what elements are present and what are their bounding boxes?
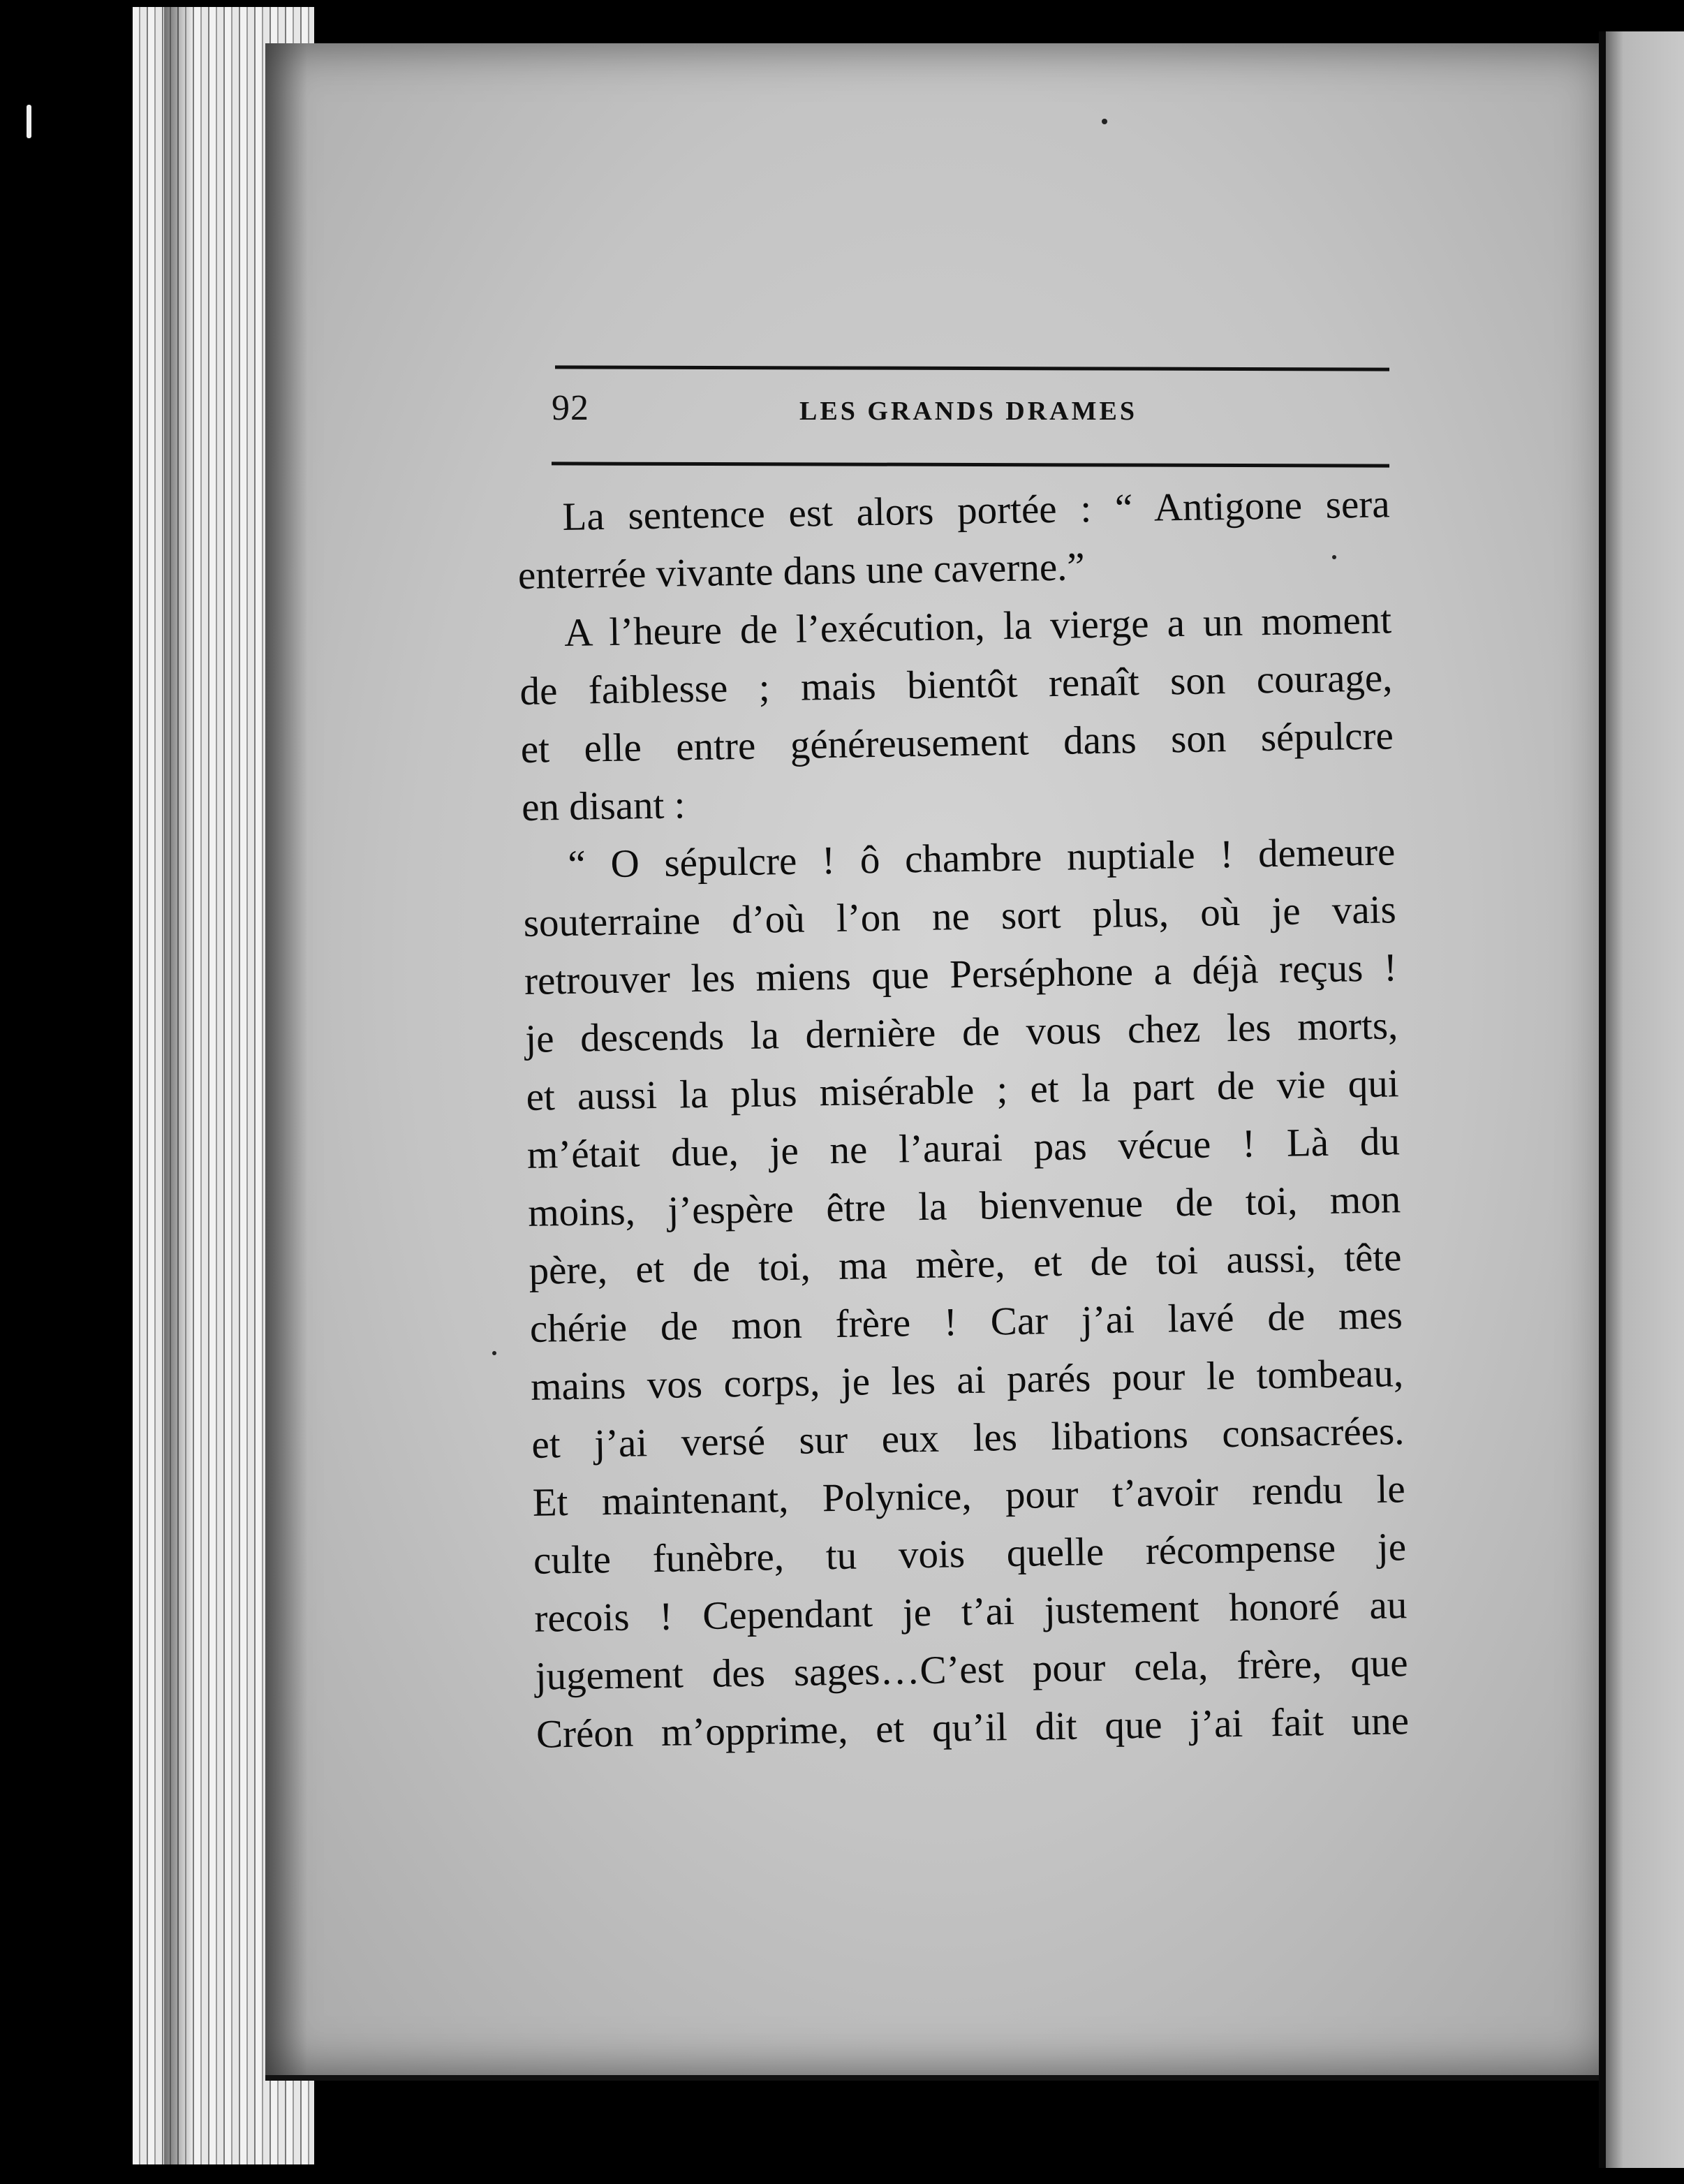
ink-speck: [1102, 119, 1107, 124]
text-line: je descends la dernière de vous chez les morts,: [524, 1003, 1398, 1061]
running-title: LES GRANDS DRAMES: [799, 397, 1137, 426]
text-line: chérie de mon frère ! Car j’ai lavé de mes: [529, 1293, 1403, 1351]
page-number: 92: [552, 388, 589, 428]
text-line: A l’heure de l’exécution, la vierge a un moment: [563, 598, 1392, 655]
page-edges-shadow: [164, 7, 192, 2164]
running-head: [552, 388, 1389, 436]
text-line: et j’ai versé sur eux les libations consacrées.: [531, 1409, 1405, 1467]
text-line: Et maintenant, Polynice, pour t’avoir rendu le: [532, 1467, 1406, 1525]
body-text: [517, 475, 1410, 1763]
margin-mark: [27, 105, 31, 138]
next-page-strip: [1606, 31, 1684, 2168]
text-line: jugement des sages…C’est pour cela, frère, que: [535, 1641, 1409, 1699]
text-line: Créon m’opprime, et qu’il dit que j’ai fait une: [536, 1699, 1410, 1757]
text-line: “ O sépulcre ! ô chambre nuptiale ! demeure: [567, 829, 1396, 887]
text-line: souterraine d’où l’on ne sort plus, où je vais: [523, 887, 1397, 945]
page-gutter-shadow: [265, 43, 307, 2075]
text-line: et aussi la plus misérable ; et la part de vie qui: [526, 1061, 1400, 1119]
text-line: recois ! Cependant je t’ai justement honoré au: [533, 1583, 1408, 1641]
text-line: mains vos corps, je les ai parés pour le tombeau,: [530, 1351, 1404, 1409]
text-line: de faiblesse ; mais bientôt renaît son courage,: [519, 656, 1393, 714]
text-line: moins, j’espère être la bienvenue de toi, mon: [527, 1177, 1401, 1235]
text-line: père, et de toi, ma mère, et de toi aussi, tête: [529, 1235, 1402, 1293]
text-line: retrouver les miens que Perséphone a déjà reçus !: [524, 945, 1398, 1003]
text-line: enterrée vivante dans une caverne.”: [517, 545, 1086, 598]
text-line: culte funèbre, tu vois quelle récompense je: [533, 1525, 1407, 1583]
ink-speck: [492, 1351, 496, 1355]
text-line: et elle entre généreusement dans son sépulcre: [520, 714, 1394, 772]
text-line: La sentence est alors portée : “ Antigone sera: [562, 482, 1390, 539]
text-line: en disant :: [521, 783, 686, 829]
text-line: m’était due, je ne l’aurai pas vécue ! Là du: [526, 1119, 1401, 1177]
